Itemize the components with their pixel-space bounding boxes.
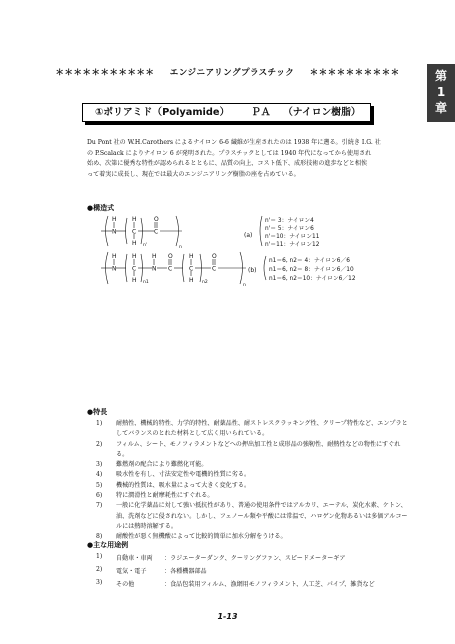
atom-c: C bbox=[189, 265, 194, 273]
use-value: ：各種機器部品 bbox=[164, 568, 207, 575]
chapter-tab-sho: 章 bbox=[434, 101, 447, 115]
use-value: ：食品包装用フィルム、漁網用モノフィラメント、人工芝、パイプ、雑貨など bbox=[164, 581, 375, 588]
feature-text: 機械的性質は、吸水量によって大きく変化する。 bbox=[116, 481, 251, 489]
feature-text: 特に潤滑性と耐摩耗性にすぐれる。 bbox=[116, 492, 214, 500]
atom-c: C bbox=[212, 265, 217, 273]
intro-line: Du Pont 社の W.H.Carothers によるナイロン 6-6 繊維が生産されたのは 1938 年に遡る。引続き I.G. 社 bbox=[87, 139, 381, 146]
features-list bbox=[96, 419, 411, 543]
feature-item bbox=[96, 460, 411, 470]
feature-number: 7) bbox=[96, 502, 103, 510]
atom-h: H bbox=[132, 277, 137, 284]
page-number: 1-13 bbox=[217, 612, 238, 621]
feature-number: 8) bbox=[96, 533, 103, 541]
feature-number: 5) bbox=[96, 481, 103, 489]
feature-item bbox=[96, 481, 411, 491]
formula-a-item: n'＝ 3：ナイロン4 bbox=[265, 218, 314, 224]
feature-text: 一般に化学薬品に対して強い抵抗性があり、普通の使用条件ではアルカリ、エーテル、炭化水素、ケトン、油、洗剤などに侵されない。しかし、フェノール類や平酸には常温で、ハロゲン化物あるいは多価アルコールには熱時溶解する。 bbox=[116, 502, 408, 530]
header-left-stars: ＊＊＊＊＊＊＊＊＊＊＊ bbox=[55, 68, 155, 78]
chapter-tab-dai: 第 bbox=[434, 69, 447, 83]
subscript-n: n bbox=[243, 283, 246, 288]
features-heading: ●特長 bbox=[87, 408, 108, 416]
subscript-n2: n2 bbox=[202, 280, 208, 285]
chapter-tab[interactable] bbox=[427, 64, 455, 122]
use-label: 自動車・車両 bbox=[116, 555, 153, 562]
atom-h: H bbox=[132, 216, 137, 223]
atom-n: N bbox=[112, 265, 117, 273]
structure-heading: ●構造式 bbox=[87, 204, 115, 212]
formula-b-item: n1＝6, n2＝10：ナイロン6／12 bbox=[269, 276, 356, 282]
use-number: 2) bbox=[96, 566, 103, 573]
atom-o: O bbox=[212, 253, 217, 260]
chapter-tab-number: 1 bbox=[436, 85, 446, 99]
formula-a-item: n'＝ 5：ナイロン6 bbox=[265, 226, 314, 232]
formula-b-label: (b) bbox=[248, 267, 257, 274]
use-label: その他 bbox=[116, 581, 135, 588]
atom-c: C bbox=[132, 265, 137, 273]
atom-h: H bbox=[189, 253, 194, 260]
feature-item bbox=[96, 532, 411, 542]
formula-a-item: n'＝11：ナイロン12 bbox=[265, 242, 320, 248]
section-title-name: ①ポリアミド（Polyamide） bbox=[95, 107, 230, 118]
header-right-stars: ＊＊＊＊＊＊＊＊＊＊ bbox=[309, 68, 400, 78]
formula-b-item: n1＝6, n2＝ 8：ナイロン6／10 bbox=[269, 267, 354, 273]
feature-number: 3) bbox=[96, 461, 103, 469]
atom-h: H bbox=[132, 240, 137, 247]
feature-item bbox=[96, 419, 411, 440]
use-number: 1) bbox=[96, 553, 103, 560]
atom-h: H bbox=[189, 277, 194, 284]
subscript-nprime: n' bbox=[143, 243, 148, 248]
atom-h: H bbox=[112, 216, 117, 223]
running-header bbox=[0, 66, 455, 78]
intro-paragraph bbox=[87, 138, 407, 180]
subscript-n1: n1 bbox=[143, 280, 149, 285]
feature-number: 1) bbox=[96, 420, 103, 427]
intro-line: の P.Scalack によりナイロン 6 が発明された。プラスチックとしては 1940 年代になってから使用され bbox=[87, 149, 372, 157]
feature-text: 吸水性を有し、寸法安定性や電機的性質に劣る。 bbox=[116, 471, 251, 479]
use-label: 電気・電子 bbox=[116, 568, 147, 575]
atom-n: N bbox=[152, 265, 157, 273]
header-title: エンジニアリングプラスチック bbox=[169, 68, 295, 78]
atom-h: H bbox=[132, 253, 137, 260]
atom-c: C bbox=[154, 228, 159, 236]
uses-heading: ●主な用途例 bbox=[87, 541, 129, 549]
feature-item bbox=[96, 470, 411, 480]
use-value: ：ラジエーターダンク、クーリングファン、スピードメーターギア bbox=[164, 555, 346, 562]
feature-text: 耐酸性が悪く無機酸によって比較的簡単に加水分解をうける。 bbox=[116, 533, 287, 541]
atom-h: H bbox=[152, 253, 157, 260]
subscript-n: n bbox=[179, 245, 182, 250]
atom-o: O bbox=[168, 253, 173, 260]
atom-n: N bbox=[112, 228, 117, 236]
feature-text: 耐熱性、機械的特性、力学的特性、耐薬品性、耐ストレスクラッキング性、クリープ特性など、エンプラとしてバランスのとれた材料として広く用いられている。 bbox=[116, 420, 408, 438]
section-title-alias: （ナイロン樹脂） bbox=[283, 107, 361, 118]
section-title-box bbox=[82, 103, 371, 122]
feature-text: フィルム、シート、モノフィラメントなどへの押出加工性と成形品の強靭性、耐熱性などの物性にすぐれる。 bbox=[116, 440, 401, 458]
atom-c: C bbox=[132, 228, 137, 236]
feature-item bbox=[96, 440, 411, 461]
structural-formula-diagram bbox=[0, 212, 455, 292]
feature-number: 6) bbox=[96, 492, 103, 500]
use-number: 3) bbox=[96, 579, 103, 586]
section-title-abbr: ＰＡ bbox=[251, 107, 271, 118]
formula-b-item: n1＝6, n2＝ 4：ナイロン6／6 bbox=[269, 258, 350, 264]
feature-text: 難燃剤の配合により難燃化可能。 bbox=[116, 461, 208, 469]
feature-item bbox=[96, 501, 411, 532]
feature-number: 2) bbox=[96, 440, 103, 448]
feature-item bbox=[96, 491, 411, 501]
atom-o: O bbox=[154, 216, 159, 223]
feature-number: 4) bbox=[96, 471, 103, 479]
formula-a-item: n'＝10：ナイロン11 bbox=[265, 234, 320, 240]
formula-a-label: (a) bbox=[244, 232, 253, 239]
atom-c: C bbox=[168, 265, 173, 273]
intro-line: 始め、次第に優秀な特性が認められるとともに、品質の向上、コスト低下、成形技術の進歩などと相俟 bbox=[87, 160, 368, 167]
atom-h: H bbox=[112, 253, 117, 260]
intro-line: って着実に成長し、現在では最大のエンジニアリング樹脂の座を占めている。 bbox=[87, 170, 300, 178]
